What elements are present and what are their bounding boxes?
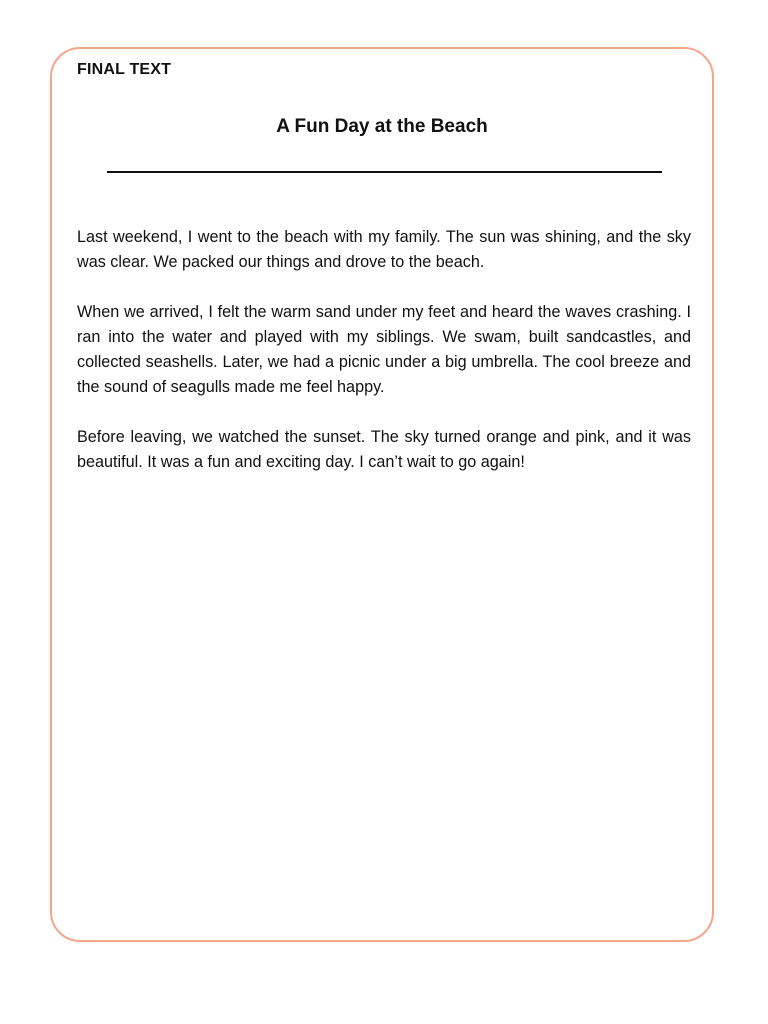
- title-underline: [107, 171, 662, 173]
- document-title: A Fun Day at the Beach: [276, 116, 488, 137]
- section-label: FINAL TEXT: [77, 61, 172, 78]
- paragraph-3: Before leaving, we watched the sunset. The sky turned orange and pink, and it was beautiful. It was a fun and exciting day. I can’t wait to go again!: [77, 428, 691, 471]
- paragraph-2: When we arrived, I felt the warm sand under my feet and heard the waves crashing. I ran into the water and played with my siblings. We swam, built sandcastles, and collected seashells. Later, we had a picnic under a big umbrella. The cool breeze and the sound of seagulls made me feel happy.: [77, 303, 691, 396]
- paragraph-1: Last weekend, I went to the beach with my family. The sun was shining, and the sky was clear. We packed our things and drove to the beach.: [77, 228, 691, 271]
- document-body: [77, 225, 691, 500]
